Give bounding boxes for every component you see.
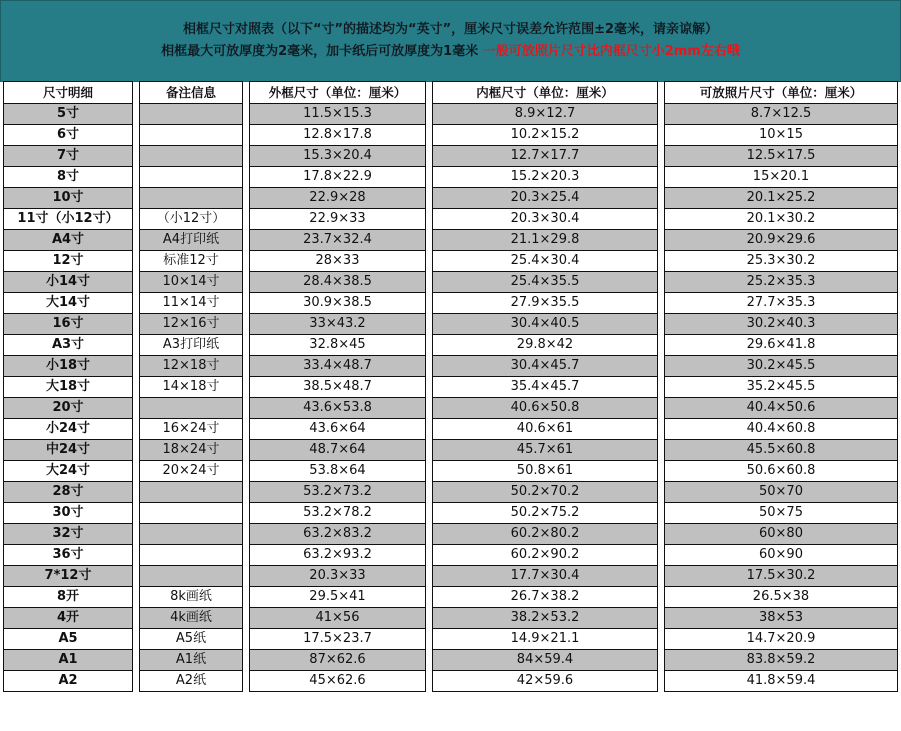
table-row (4, 293, 898, 314)
size-name-cell: 7寸 (4, 146, 133, 167)
table-row (4, 377, 898, 398)
table-row (4, 566, 898, 587)
table-row (4, 125, 898, 146)
outer-size-cell: 33.4×48.7 (250, 356, 426, 377)
size-name-cell: 36寸 (4, 545, 133, 566)
inner-size-cell: 30.4×45.7 (433, 356, 658, 377)
inner-size-cell: 50.8×61 (433, 461, 658, 482)
photo-size-cell: 30.2×40.3 (665, 314, 898, 335)
outer-size-cell: 20.3×33 (250, 566, 426, 587)
size-name-cell: 4开 (4, 608, 133, 629)
note-cell (140, 482, 243, 503)
size-name-cell: 6寸 (4, 125, 133, 146)
size-name-cell: 大14寸 (4, 293, 133, 314)
note-cell: 12×16寸 (140, 314, 243, 335)
size-name-cell: 小24寸 (4, 419, 133, 440)
table-row (4, 398, 898, 419)
inner-size-cell: 38.2×53.2 (433, 608, 658, 629)
table-body (4, 104, 898, 692)
inner-size-cell: 84×59.4 (433, 650, 658, 671)
outer-size-cell: 23.7×32.4 (250, 230, 426, 251)
photo-size-cell: 15×20.1 (665, 167, 898, 188)
inner-size-cell: 25.4×30.4 (433, 251, 658, 272)
inner-size-cell: 40.6×50.8 (433, 398, 658, 419)
header-size-detail: 尺寸明细 (4, 82, 133, 104)
size-name-cell: A5 (4, 629, 133, 650)
note-cell: 10×14寸 (140, 272, 243, 293)
photo-size-cell: 60×80 (665, 524, 898, 545)
inner-size-cell: 8.9×12.7 (433, 104, 658, 125)
inner-size-cell: 25.4×35.5 (433, 272, 658, 293)
table-row (4, 461, 898, 482)
inner-size-cell: 17.7×30.4 (433, 566, 658, 587)
table-row (4, 608, 898, 629)
inner-size-cell: 50.2×75.2 (433, 503, 658, 524)
size-name-cell: 小18寸 (4, 356, 133, 377)
size-name-cell: 30寸 (4, 503, 133, 524)
outer-size-cell: 30.9×38.5 (250, 293, 426, 314)
inner-size-cell: 35.4×45.7 (433, 377, 658, 398)
size-name-cell: 12寸 (4, 251, 133, 272)
inner-size-cell: 42×59.6 (433, 671, 658, 692)
photo-size-cell: 20.1×30.2 (665, 209, 898, 230)
size-name-cell: 8开 (4, 587, 133, 608)
inner-size-cell: 20.3×25.4 (433, 188, 658, 209)
note-cell: 14×18寸 (140, 377, 243, 398)
note-cell: A1纸 (140, 650, 243, 671)
note-cell: A5纸 (140, 629, 243, 650)
inner-size-cell: 10.2×15.2 (433, 125, 658, 146)
inner-size-cell: 12.7×17.7 (433, 146, 658, 167)
table-row (4, 482, 898, 503)
photo-size-cell: 60×90 (665, 545, 898, 566)
note-cell: A4打印纸 (140, 230, 243, 251)
size-name-cell: 32寸 (4, 524, 133, 545)
photo-size-cell: 30.2×45.5 (665, 356, 898, 377)
outer-size-cell: 48.7×64 (250, 440, 426, 461)
outer-size-cell: 29.5×41 (250, 587, 426, 608)
photo-size-cell: 25.3×30.2 (665, 251, 898, 272)
size-name-cell: 5寸 (4, 104, 133, 125)
table-row (4, 503, 898, 524)
outer-size-cell: 33×43.2 (250, 314, 426, 335)
photo-size-cell: 38×53 (665, 608, 898, 629)
frame-size-table (3, 81, 898, 692)
note-cell: 4k画纸 (140, 608, 243, 629)
outer-size-cell: 43.6×53.8 (250, 398, 426, 419)
note-cell (140, 545, 243, 566)
table-row (4, 671, 898, 692)
title-banner (0, 0, 901, 82)
size-name-cell: 中24寸 (4, 440, 133, 461)
table-row (4, 209, 898, 230)
size-name-cell: A3寸 (4, 335, 133, 356)
table-row (4, 440, 898, 461)
table-row (4, 650, 898, 671)
table-row (4, 545, 898, 566)
note-cell (140, 104, 243, 125)
photo-size-cell: 14.7×20.9 (665, 629, 898, 650)
outer-size-cell: 53.2×73.2 (250, 482, 426, 503)
banner-line-2 (161, 41, 740, 63)
note-cell (140, 566, 243, 587)
banner-line-1: 相框尺寸对照表（以下“寸”的描述均为“英寸”，厘米尺寸误差允许范围±2毫米，请亲谅解） (182, 22, 719, 37)
header-photo-size: 可放照片尺寸（单位：厘米） (665, 82, 898, 104)
note-cell (140, 503, 243, 524)
photo-size-cell: 45.5×60.8 (665, 440, 898, 461)
photo-size-cell: 50×70 (665, 482, 898, 503)
photo-size-cell: 26.5×38 (665, 587, 898, 608)
outer-size-cell: 12.8×17.8 (250, 125, 426, 146)
note-cell: 8k画纸 (140, 587, 243, 608)
size-name-cell: A4寸 (4, 230, 133, 251)
photo-size-cell: 41.8×59.4 (665, 671, 898, 692)
size-name-cell: A2 (4, 671, 133, 692)
photo-size-cell: 27.7×35.3 (665, 293, 898, 314)
inner-size-cell: 45.7×61 (433, 440, 658, 461)
outer-size-cell: 28×33 (250, 251, 426, 272)
note-cell: 16×24寸 (140, 419, 243, 440)
note-cell (140, 188, 243, 209)
inner-size-cell: 40.6×61 (433, 419, 658, 440)
outer-size-cell: 15.3×20.4 (250, 146, 426, 167)
inner-size-cell: 50.2×70.2 (433, 482, 658, 503)
note-cell: 11×14寸 (140, 293, 243, 314)
outer-size-cell: 53.2×78.2 (250, 503, 426, 524)
photo-size-cell: 29.6×41.8 (665, 335, 898, 356)
table-row (4, 314, 898, 335)
outer-size-cell: 22.9×28 (250, 188, 426, 209)
inner-size-cell: 60.2×80.2 (433, 524, 658, 545)
outer-size-cell: 11.5×15.3 (250, 104, 426, 125)
inner-size-cell: 26.7×38.2 (433, 587, 658, 608)
table-row (4, 146, 898, 167)
photo-size-cell: 20.9×29.6 (665, 230, 898, 251)
note-cell (140, 167, 243, 188)
inner-size-cell: 30.4×40.5 (433, 314, 658, 335)
table-row (4, 104, 898, 125)
size-name-cell: A1 (4, 650, 133, 671)
note-cell: 标准12寸 (140, 251, 243, 272)
photo-size-cell: 25.2×35.3 (665, 272, 898, 293)
outer-size-cell: 22.9×33 (250, 209, 426, 230)
photo-size-cell: 20.1×25.2 (665, 188, 898, 209)
size-name-cell: 大18寸 (4, 377, 133, 398)
size-name-cell: 10寸 (4, 188, 133, 209)
banner-photo-size-note: 一般可放照片尺寸比内框尺寸小2mm左右哦 (482, 44, 740, 59)
outer-size-cell: 41×56 (250, 608, 426, 629)
outer-size-cell: 17.8×22.9 (250, 167, 426, 188)
note-cell: A3打印纸 (140, 335, 243, 356)
size-name-cell: 20寸 (4, 398, 133, 419)
inner-size-cell: 15.2×20.3 (433, 167, 658, 188)
photo-size-cell: 8.7×12.5 (665, 104, 898, 125)
note-cell: 18×24寸 (140, 440, 243, 461)
outer-size-cell: 38.5×48.7 (250, 377, 426, 398)
table-row (4, 524, 898, 545)
header-note: 备注信息 (140, 82, 243, 104)
header-inner-size: 内框尺寸（单位：厘米） (433, 82, 658, 104)
table-row (4, 587, 898, 608)
outer-size-cell: 32.8×45 (250, 335, 426, 356)
photo-size-cell: 50.6×60.8 (665, 461, 898, 482)
note-cell (140, 398, 243, 419)
inner-size-cell: 29.8×42 (433, 335, 658, 356)
table-row (4, 629, 898, 650)
note-cell: 12×18寸 (140, 356, 243, 377)
table-header-row (4, 82, 898, 104)
outer-size-cell: 28.4×38.5 (250, 272, 426, 293)
outer-size-cell: 53.8×64 (250, 461, 426, 482)
outer-size-cell: 87×62.6 (250, 650, 426, 671)
inner-size-cell: 21.1×29.8 (433, 230, 658, 251)
table-row (4, 356, 898, 377)
photo-size-cell: 40.4×50.6 (665, 398, 898, 419)
photo-size-cell: 35.2×45.5 (665, 377, 898, 398)
photo-size-cell: 10×15 (665, 125, 898, 146)
size-name-cell: 8寸 (4, 167, 133, 188)
photo-size-cell: 83.8×59.2 (665, 650, 898, 671)
inner-size-cell: 20.3×30.4 (433, 209, 658, 230)
note-cell (140, 146, 243, 167)
table-row (4, 230, 898, 251)
photo-size-cell: 40.4×60.8 (665, 419, 898, 440)
table-row (4, 167, 898, 188)
inner-size-cell: 60.2×90.2 (433, 545, 658, 566)
note-cell: 20×24寸 (140, 461, 243, 482)
inner-size-cell: 27.9×35.5 (433, 293, 658, 314)
size-name-cell: 16寸 (4, 314, 133, 335)
photo-size-cell: 12.5×17.5 (665, 146, 898, 167)
size-name-cell: 28寸 (4, 482, 133, 503)
size-name-cell: 小14寸 (4, 272, 133, 293)
note-cell (140, 125, 243, 146)
note-cell (140, 524, 243, 545)
outer-size-cell: 17.5×23.7 (250, 629, 426, 650)
size-name-cell: 7*12寸 (4, 566, 133, 587)
photo-size-cell: 50×75 (665, 503, 898, 524)
outer-size-cell: 63.2×93.2 (250, 545, 426, 566)
table-row (4, 335, 898, 356)
banner-thickness-note: 相框最大可放厚度为2毫米，加卡纸后可放厚度为1毫米 (161, 44, 479, 59)
outer-size-cell: 63.2×83.2 (250, 524, 426, 545)
size-name-cell: 大24寸 (4, 461, 133, 482)
size-name-cell: 11寸（小12寸） (4, 209, 133, 230)
header-outer-size: 外框尺寸（单位：厘米） (250, 82, 426, 104)
outer-size-cell: 43.6×64 (250, 419, 426, 440)
table-row (4, 251, 898, 272)
table-row (4, 272, 898, 293)
table-row (4, 419, 898, 440)
photo-size-cell: 17.5×30.2 (665, 566, 898, 587)
note-cell: A2纸 (140, 671, 243, 692)
table-row (4, 188, 898, 209)
note-cell: （小12寸） (140, 209, 243, 230)
inner-size-cell: 14.9×21.1 (433, 629, 658, 650)
outer-size-cell: 45×62.6 (250, 671, 426, 692)
